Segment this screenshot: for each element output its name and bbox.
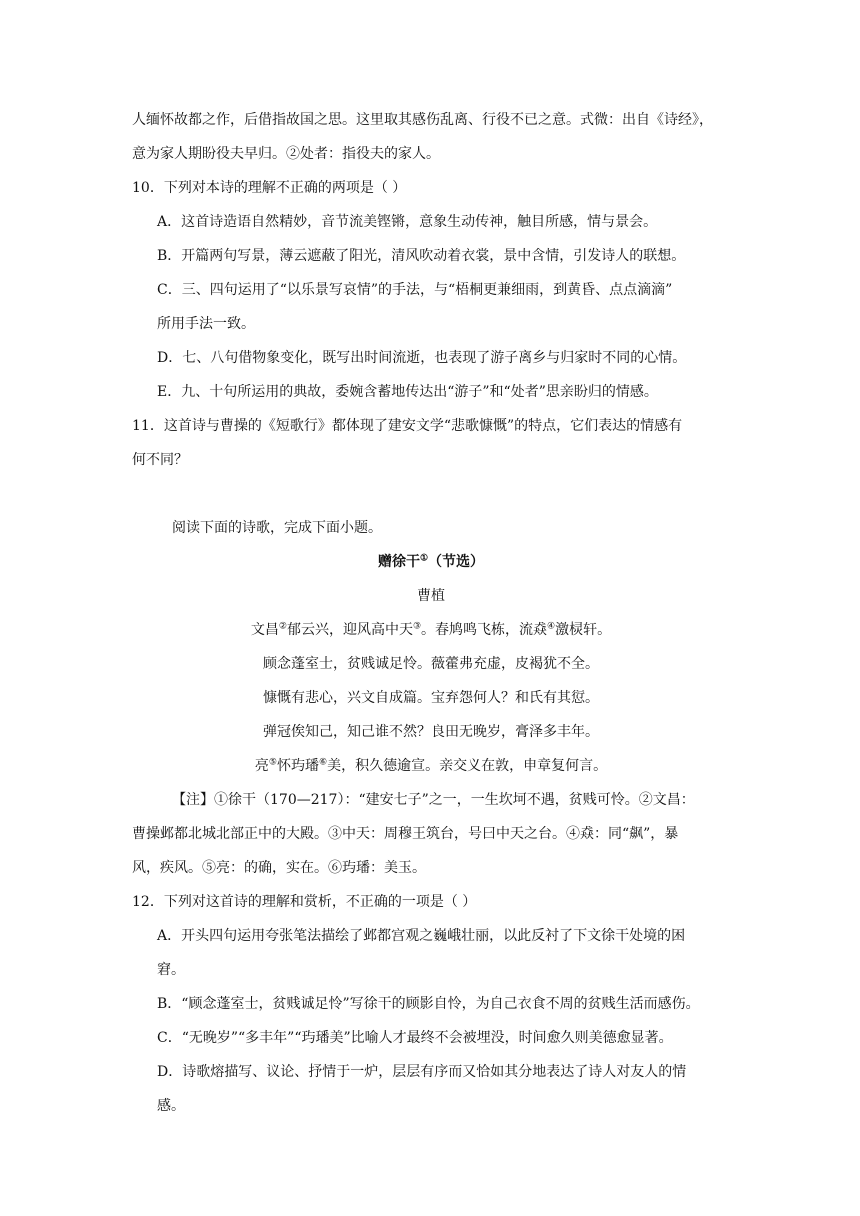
annotation-line-2: 曹操邺都北城北部正中的大殿。③中天：周穆王筑台，号曰中天之台。④猋：同“飙”，暴 <box>132 826 679 842</box>
q10-option-b: B．开篇两句写景，薄云遮蔽了阳光，清风吹动着衣裳，景中含情，引发诗人的联想。 <box>157 248 686 264</box>
reading-intro: 阅读下面的诗歌，完成下面小题。 <box>172 520 382 536</box>
question-11-stem: 11．这首诗与曹操的《短歌行》都体现了建安文学“悲歌慷慨”的特点，它们表达的情感有 <box>132 418 683 434</box>
annotation-line-1: 【注】①徐干（170—217）：“建安七子”之一，一生坎坷不遇，贫贱可怜。②文昌： <box>172 792 695 808</box>
poem-line-1-part-d: 激棂轩。 <box>555 622 612 638</box>
poem-line-5-part-c: 美，积久德逾宣。亲交义在敦，申章复何言。 <box>327 758 608 774</box>
q10-option-e: E．九、十句所运用的典故，委婉含蓄地传达出“游子”和“处者”思亲盼归的情感。 <box>157 384 658 400</box>
q12-option-d-cont: 感。 <box>157 1098 185 1114</box>
q12-option-d: D．诗歌熔描写、议论、抒情于一炉，层层有序而又恰如其分地表达了诗人对友人的情 <box>157 1064 687 1080</box>
poem-line-1-part-a: 文昌 <box>250 622 279 638</box>
footnote-mark-6: ⑥ <box>319 757 328 768</box>
poem-line-1 <box>132 620 730 640</box>
poem-title-main: 赠徐干 <box>377 554 420 570</box>
q10-option-c: C．三、四句运用了“以乐景写哀情”的手法，与“梧桐更兼细雨，到黄昏、点点滴滴” <box>157 282 673 298</box>
q12-option-c: C．“无晚岁”“多丰年”“玙璠美”比喻人才最终不会被埋没，时间愈久则美德愈显著。 <box>157 1030 673 1046</box>
footnote-mark-2: ② <box>278 621 287 632</box>
poem-title <box>132 552 730 572</box>
poem-line-1-part-b: 郁云兴，迎风高中天 <box>286 622 413 638</box>
q12-option-b: B．“顾念蓬室士，贫贱诚足怜”写徐干的顾影自怜，为自己衣食不周的贫贱生活而感伤。 <box>157 996 700 1012</box>
question-11-stem-cont: 何不同？ <box>132 452 188 468</box>
poem-line-5 <box>132 756 730 776</box>
q10-option-c-cont: 所用手法一致。 <box>157 316 255 332</box>
question-10-stem: 10．下列对本诗的理解不正确的两项是（ ） <box>132 180 407 196</box>
question-12-stem: 12．下列对这首诗的理解和赏析，不正确的一项是（ ） <box>132 894 477 910</box>
poem-line-5-part-b: 怀玙璠 <box>277 758 319 774</box>
poem-author: 曹植 <box>417 588 445 604</box>
q10-option-a: A．这首诗造语自然精妙，音节流美铿锵，意象生动传神，触目所感，情与景会。 <box>157 214 658 230</box>
poem-title-rest: （节选） <box>428 554 485 570</box>
note-line-2: 意为家人期盼役夫早归。②处者：指役夫的家人。 <box>132 146 440 162</box>
q12-option-a-cont: 窘。 <box>157 962 185 978</box>
poem-line-5-part-a: 亮 <box>254 758 269 774</box>
note-line-1: 人缅怀故都之作，后借指故国之思。这里取其感伤乱离、行役不已之意。式微：出自《诗经》， <box>132 112 713 128</box>
poem-line-3: 慷慨有悲心，兴文自成篇。宝弃怨何人？和氏有其愆。 <box>263 690 599 706</box>
annotation-line-3: 风，疾风。⑤亮：的确，实在。⑥玙璠：美玉。 <box>132 860 426 876</box>
poem-line-1-part-c: 。春鸠鸣飞栋，流猋 <box>421 622 548 638</box>
q10-option-d: D．七、八句借物象变化，既写出时间流逝，也表现了游子离乡与归家时不同的心情。 <box>157 350 687 366</box>
footnote-mark-5: ⑤ <box>268 757 277 768</box>
q12-option-a: A．开头四句运用夸张笔法描绘了邺都宫观之巍峨壮丽，以此反衬了下文徐干处境的困 <box>157 928 686 944</box>
footnote-mark-4: ④ <box>547 621 556 632</box>
poem-title-footnote-mark: ① <box>419 553 429 564</box>
poem-line-4: 弹冠俟知己，知己谁不然？良田无晚岁，膏泽多丰年。 <box>263 724 599 740</box>
footnote-mark-3: ③ <box>412 621 422 632</box>
poem-line-2: 顾念蓬室士，贫贱诚足怜。薇藿弗充虚，皮褐犹不全。 <box>263 656 599 672</box>
